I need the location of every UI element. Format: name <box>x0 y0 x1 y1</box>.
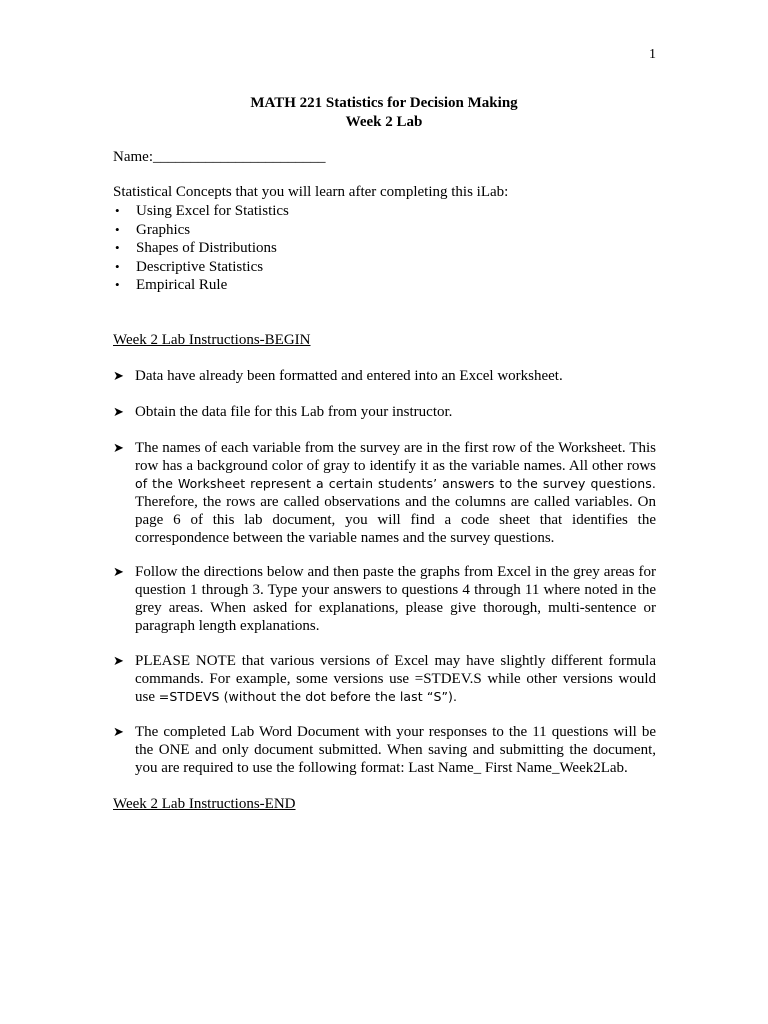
list-item <box>113 221 289 240</box>
instruction-text <box>135 439 656 547</box>
list-item-label: Using Excel for Statistics <box>136 203 289 219</box>
instruction-text-part: of the Worksheet represent a certain students’ answers to the survey questions. <box>135 476 656 491</box>
list-item-label: Empirical Rule <box>136 277 228 294</box>
page-number: 1 <box>649 47 656 62</box>
instruction-text: Obtain the data file for this Lab from your instructor. <box>135 404 453 420</box>
list-item-label: Graphics <box>136 221 191 238</box>
list-item <box>113 239 289 258</box>
list-item-label: Descriptive Statistics <box>136 258 264 275</box>
instruction-text-part: =STDEVS (without the dot before the last “S”). <box>158 689 458 704</box>
bullet-icon: • <box>115 221 120 237</box>
list-item <box>113 202 289 221</box>
instruction-item <box>113 439 656 547</box>
instruction-item <box>113 563 656 635</box>
course-title: MATH 221 Statistics for Decision Making <box>250 95 518 111</box>
bullet-icon: • <box>115 203 120 218</box>
list-item <box>113 258 289 277</box>
bullet-icon: • <box>115 240 120 256</box>
instruction-item <box>113 403 656 421</box>
concepts-intro: Statistical Concepts that you will learn after completing this iLab: <box>113 184 509 200</box>
instruction-text: Data have already been formatted and entered into an Excel worksheet. <box>135 368 563 384</box>
list-item-label: Shapes of Distributions <box>136 240 277 257</box>
instruction-text: The completed Lab Word Document with your responses to the 11 questions will be the ONE and only document submitted. When saving and submitting the document, you are required to use the following format: Last Name_ First Name_Week2Lab. <box>135 724 656 776</box>
arrow-bullet-icon: ➤ <box>113 404 124 419</box>
instruction-item <box>113 723 656 777</box>
instruction-text: Follow the directions below and then paste the graphs from Excel in the grey areas for question 1 through 3. Type your answers to questions 4 through 11 where noted in the grey areas. When asked for explanations, please give thorough, multi-sentence or paragraph length explanations. <box>135 564 656 634</box>
arrow-bullet-icon: ➤ <box>113 564 124 579</box>
document-title <box>0 94 768 132</box>
instruction-text-part: PLEASE NOTE that various versions of Excel may have slightly different formula commands. For example, some versions use =STDEV.S while other versions would use <box>135 653 656 705</box>
concepts-list <box>113 202 289 295</box>
instruction-item <box>113 652 656 706</box>
instruction-text <box>135 652 656 706</box>
instructions-end-heading: Week 2 Lab Instructions-END <box>113 796 296 812</box>
bullet-icon: • <box>115 258 120 274</box>
bullet-icon: • <box>115 277 120 293</box>
arrow-bullet-icon: ➤ <box>113 724 124 739</box>
arrow-bullet-icon: ➤ <box>113 653 124 668</box>
lab-title: Week 2 Lab <box>345 114 423 130</box>
instruction-text-part: Therefore, the rows are called observations and the columns are called variables. On page 6 of this lab document, you will find a code sheet that identifies the correspondence between the variable names and the survey questions. <box>135 494 656 546</box>
instruction-item <box>113 367 656 385</box>
arrow-bullet-icon: ➤ <box>113 440 124 455</box>
instructions-begin-heading: Week 2 Lab Instructions-BEGIN <box>113 332 311 348</box>
instruction-text-part: The names of each variable from the survey are in the first row of the Worksheet. This row has a background color of gray to identify it as the variable names. All other rows <box>135 440 656 474</box>
list-item <box>113 276 289 295</box>
name-field: Name:_______________________ <box>113 149 326 165</box>
arrow-bullet-icon: ➤ <box>113 368 124 383</box>
